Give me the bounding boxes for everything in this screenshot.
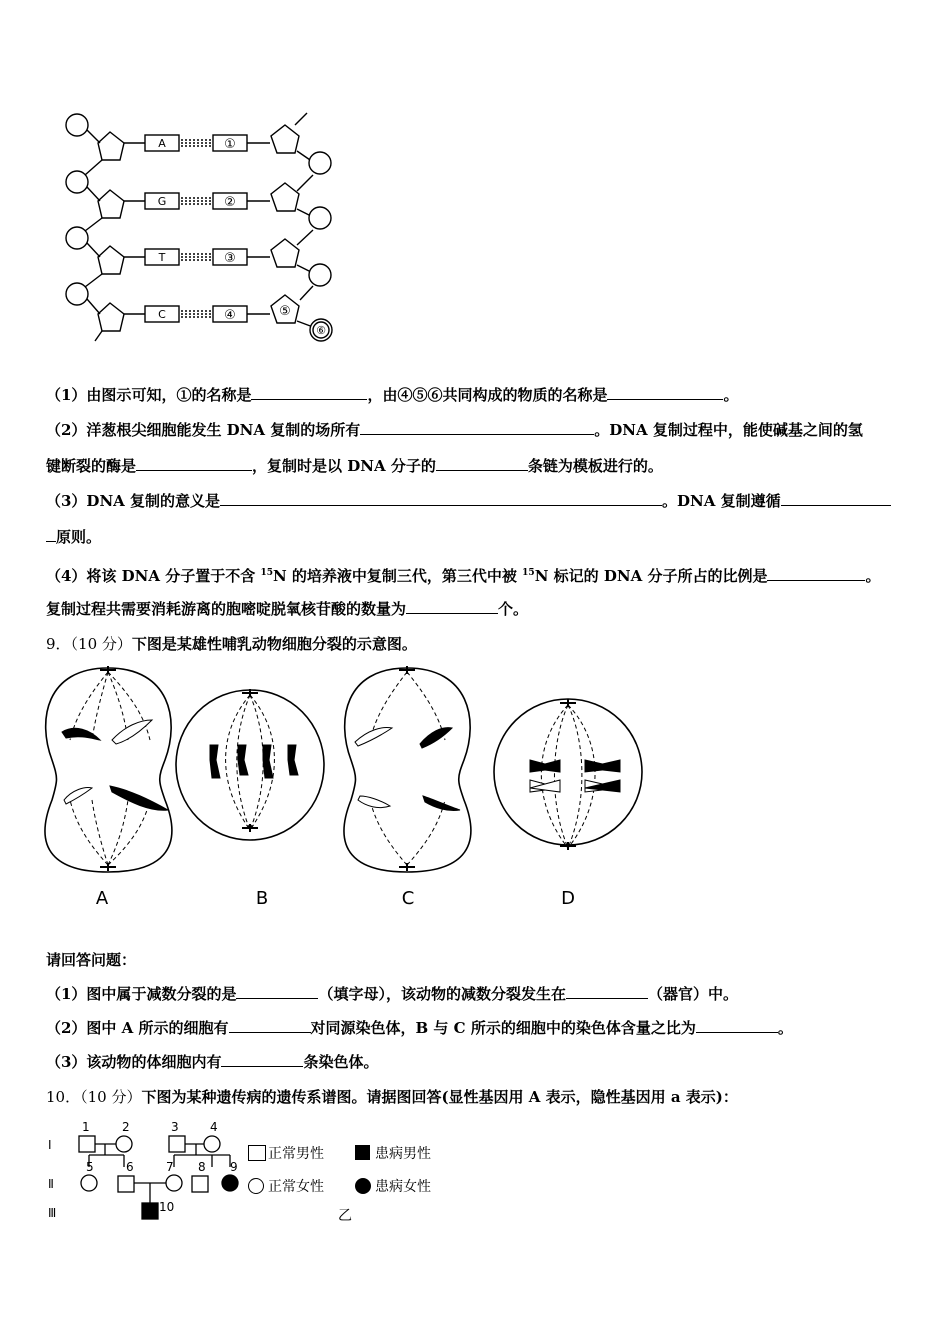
text: N 的培养液中复制三代，第三代中被 <box>273 567 523 585</box>
text: 。 <box>723 386 739 404</box>
text: ，由④⑤⑥共同构成的物质的名称是 <box>367 386 608 404</box>
q9-sub3 <box>46 1052 378 1072</box>
text: （3）该动物的体细胞内有 <box>46 1053 222 1071</box>
answer-blank[interactable] <box>251 385 367 400</box>
partner-label: ④ <box>224 308 236 323</box>
answer-blank[interactable] <box>220 491 662 506</box>
member-number: 2 <box>122 1120 130 1134</box>
q8-part2 <box>46 420 863 440</box>
answer-blank[interactable] <box>236 984 318 999</box>
score: （10 分） <box>70 635 132 653</box>
text: 。 <box>865 567 881 585</box>
partner-label: ② <box>224 195 236 210</box>
q8-part3-cont <box>46 527 101 547</box>
base-label: G <box>157 195 167 208</box>
member-number: 3 <box>171 1120 179 1134</box>
text: （2）图中 A 所示的细胞有 <box>46 1019 229 1037</box>
q9-prompt <box>46 950 136 970</box>
label-5: ⑤ <box>279 304 291 319</box>
label-6: ⑥ <box>316 324 326 337</box>
q9-stem <box>46 634 417 654</box>
generation-label: Ⅱ <box>48 1177 54 1191</box>
text: （器官）中。 <box>647 985 738 1003</box>
text: 对同源染色体，B 与 C 所示的细胞中的染色体含量之比为 <box>310 1019 696 1037</box>
text: （1）由图示可知，①的名称是 <box>46 386 252 404</box>
legend-affected-male: 患病男性 <box>375 1146 431 1162</box>
text: 请回答问题： <box>46 951 137 969</box>
text: 条链为模板进行的。 <box>527 457 663 475</box>
question-number: 10． <box>46 1088 81 1106</box>
text: 。 <box>777 1019 793 1037</box>
answer-blank[interactable] <box>229 1018 311 1033</box>
member-number: 1 <box>82 1120 90 1134</box>
question-stem: 下图为某种遗传病的遗传系谱图。请据图回答(显性基因用 A 表示，隐性基因用 a 表示)： <box>141 1088 738 1106</box>
normal-female-symbol <box>248 1178 264 1194</box>
member-number: 9 <box>230 1160 238 1174</box>
cell-label-c: C <box>401 888 415 909</box>
answer-blank[interactable] <box>767 566 865 581</box>
generation-label: Ⅰ <box>48 1138 52 1152</box>
text: 条染色体。 <box>303 1053 379 1071</box>
answer-blank[interactable] <box>781 491 891 506</box>
cell-label-a: A <box>95 888 109 909</box>
text: （3）DNA 复制的意义是 <box>46 492 221 510</box>
q8-part3 <box>46 491 891 511</box>
member-number: 5 <box>86 1160 94 1174</box>
superscript: 15 <box>260 568 273 578</box>
cell-label-d: D <box>561 888 575 909</box>
answer-blank[interactable] <box>607 385 723 400</box>
text: 键断裂的酶是 <box>46 457 137 475</box>
q10-stem <box>46 1087 738 1107</box>
text: 个。 <box>498 600 529 618</box>
cell-label-b: B <box>255 888 269 909</box>
text: 原则。 <box>56 528 102 546</box>
answer-blank[interactable] <box>221 1052 303 1067</box>
text: 。DNA 复制过程中，能使碱基之间的氢 <box>594 421 863 439</box>
question-number: 9． <box>46 635 71 653</box>
normal-male-symbol <box>248 1145 266 1161</box>
text: ，复制时是以 DNA 分子的 <box>252 457 436 475</box>
text: （2）洋葱根尖细胞能发生 DNA 复制的场所有 <box>46 421 361 439</box>
cell-division-figure <box>40 660 650 910</box>
member-number: 8 <box>198 1160 206 1174</box>
superscript: 15 <box>522 568 535 578</box>
base-label: C <box>158 308 166 321</box>
text: （4）将该 DNA 分子置于不含 <box>46 567 261 585</box>
answer-blank[interactable] <box>46 527 56 542</box>
generation-label: Ⅲ <box>48 1206 57 1220</box>
score: （10 分） <box>80 1088 142 1106</box>
answer-blank[interactable] <box>696 1018 778 1033</box>
q8-part1 <box>46 385 738 405</box>
q8-part4-cont <box>46 599 528 619</box>
answer-blank[interactable] <box>566 984 648 999</box>
affected-female-symbol <box>355 1178 371 1194</box>
affected-male-symbol <box>355 1145 370 1160</box>
text: （1）图中属于减数分裂的是 <box>46 985 237 1003</box>
q8-part2-cont <box>46 456 663 476</box>
answer-blank[interactable] <box>436 456 528 471</box>
figure-caption: 乙 <box>338 1208 352 1224</box>
q9-sub1 <box>46 984 738 1004</box>
q9-sub2 <box>46 1018 793 1038</box>
text: N 标记的 DNA 分子所占的比例是 <box>534 567 768 585</box>
text: 复制过程共需要消耗游离的胞嘧啶脱氧核苷酸的数量为 <box>46 600 407 618</box>
legend-normal-male: 正常男性 <box>268 1146 324 1162</box>
text: （填字母），该动物的减数分裂发生在 <box>318 985 566 1003</box>
member-number: 10 <box>159 1200 175 1214</box>
base-label: T <box>158 251 166 264</box>
dna-structure-figure <box>55 105 345 350</box>
member-number: 6 <box>126 1160 134 1174</box>
answer-blank[interactable] <box>360 420 594 435</box>
partner-label: ③ <box>224 251 236 266</box>
legend-normal-female: 正常女性 <box>268 1179 324 1195</box>
q8-part4 <box>46 563 880 586</box>
member-number: 7 <box>166 1160 174 1174</box>
text: 。DNA 复制遵循 <box>662 492 781 510</box>
question-stem: 下图是某雄性哺乳动物细胞分裂的示意图。 <box>131 635 417 653</box>
member-number: 4 <box>210 1120 218 1134</box>
answer-blank[interactable] <box>406 599 498 614</box>
answer-blank[interactable] <box>136 456 252 471</box>
base-label: A <box>158 137 166 150</box>
partner-label: ① <box>224 137 236 152</box>
pedigree-chart <box>44 1115 364 1225</box>
legend-affected-female: 患病女性 <box>375 1179 431 1195</box>
